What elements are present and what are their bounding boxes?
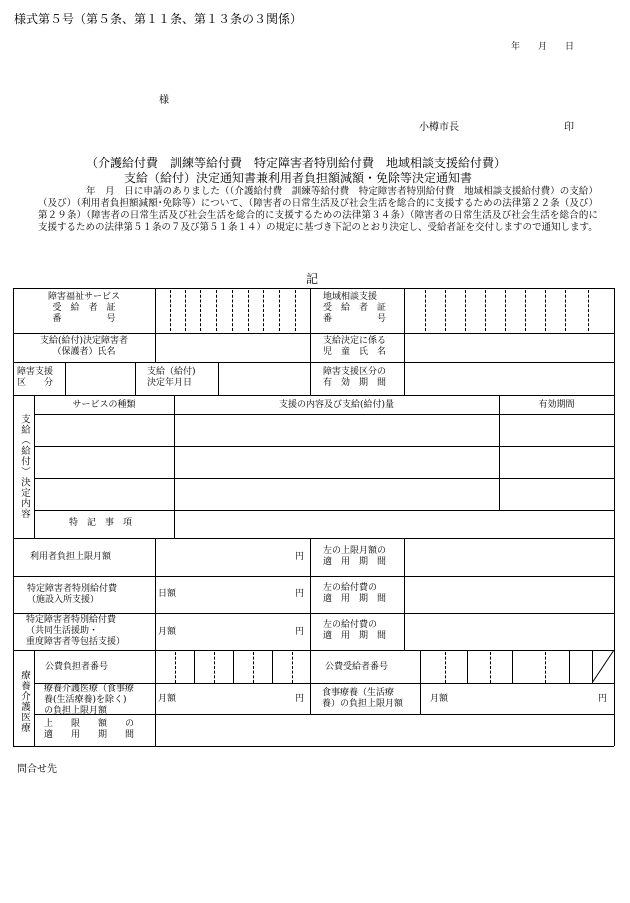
meal-month-amount: 月額 (430, 694, 449, 704)
contact-label: 問合せ先 (17, 764, 57, 775)
medical-block-label: 療養介護医療 (19, 670, 30, 733)
group-home-benefit-label: 特定障害者特別給付費 （共同生活援助・ 重度障害者等包括支援） (26, 615, 126, 647)
addressee-suffix: 様 (159, 95, 169, 106)
col-valid-period: 有効期間 (538, 400, 575, 410)
medical-limit-label: 療養介護医療（食事療 養(生活療養)を除く) の負担上限月額 (44, 684, 135, 716)
col-service-type: サービスの種類 (72, 400, 136, 410)
burden-limit-label: 利用者負担上限月額 (30, 552, 112, 562)
class-valid-period-label: 障害支援区分の 有 効 期 間 (323, 367, 387, 388)
issuer-name: 小樽市長 (419, 122, 459, 133)
facility-period-label: 左の給付費の 適 用 期 間 (323, 583, 387, 604)
group-home-yen: 円 (295, 627, 305, 637)
seal-mark: 印 (564, 122, 574, 133)
facility-yen: 円 (295, 589, 305, 599)
group-home-period-label: 左の給付費の 適 用 期 間 (323, 620, 387, 641)
community-recipient-no-label: 地域相談支援 受 給 者 証 番 号 (323, 292, 387, 324)
upper-limit-period-label: 上 限 額 の 適 用 期 間 (44, 719, 135, 740)
date-line: 年 月 日 (511, 42, 575, 52)
slash-mark-icon (592, 650, 614, 683)
meal-yen: 円 (598, 694, 608, 704)
meal-limit-label: 食事療養（生活療 養）の負担上限月額 (322, 688, 404, 709)
limit-period-label: 左の上限月額の 適 用 期 間 (323, 546, 387, 567)
child-name-label: 支給決定に係る 児 童 氏 名 (323, 336, 387, 357)
facility-day-amount: 日額 (158, 589, 177, 599)
applicant-name-label: 支給(給付)決定障害者 （保護者）氏名 (39, 336, 129, 357)
col-support-amount: 支援の内容及び支給(給付)量 (278, 400, 395, 410)
service-recipient-no-label: 障害福祉サービス 受 給 者 証 番 号 (47, 292, 120, 324)
special-notes-label: 特 記 事 項 (69, 518, 133, 528)
title-line-2: 支給（給付）決定通知書兼利用者負担額減額・免除等決定通知書 (124, 171, 473, 185)
support-class-label: 障害支援 区 分 (17, 367, 54, 388)
ki-heading: 記 (306, 272, 319, 286)
burden-limit-yen: 円 (295, 552, 305, 562)
decision-block-label: 支給（給付）決定内容 (19, 414, 30, 519)
title-line-1: （介護給付費 訓練等給付費 特定障害者特別給付費 地域相談支援給付費） (86, 156, 507, 170)
form-number: 様式第５号（第５条、第１１条、第１３条の３関係） (14, 12, 303, 26)
medical-month-amount: 月額 (158, 694, 177, 704)
intro-paragraph: 年 月 日に申請のありました（（介護給付費 訓練等給付費 特定障害者特別給付費 地域相談支援給付費）の支給）（及び）（利用者負担額減額･免除等）について、（障害者の日常生活及び社会生活を総合的に支援するための法律第２２条（及び）第２９条）（障害者の日常生活及び社会生活を総合的に支援するための法律第３４条）（障害者の日常生活及び社会生活を総合的に支援するための法律第５１条の７及び第５１条１４）の規定に基づき下記のとおり決定し、受給者証を交付しますので通知します。 (38, 186, 598, 233)
medical-yen: 円 (295, 694, 305, 704)
public-recipient-no-label: 公費受給者番号 (325, 662, 389, 672)
facility-benefit-label: 特定障害者特別給付費 （施設入所支援） (27, 584, 118, 605)
decision-date-label: 支給（給付) 決定年月日 (147, 367, 196, 388)
public-payer-no-label: 公費負担者番号 (45, 662, 109, 672)
group-home-month-amount: 月額 (158, 627, 177, 637)
